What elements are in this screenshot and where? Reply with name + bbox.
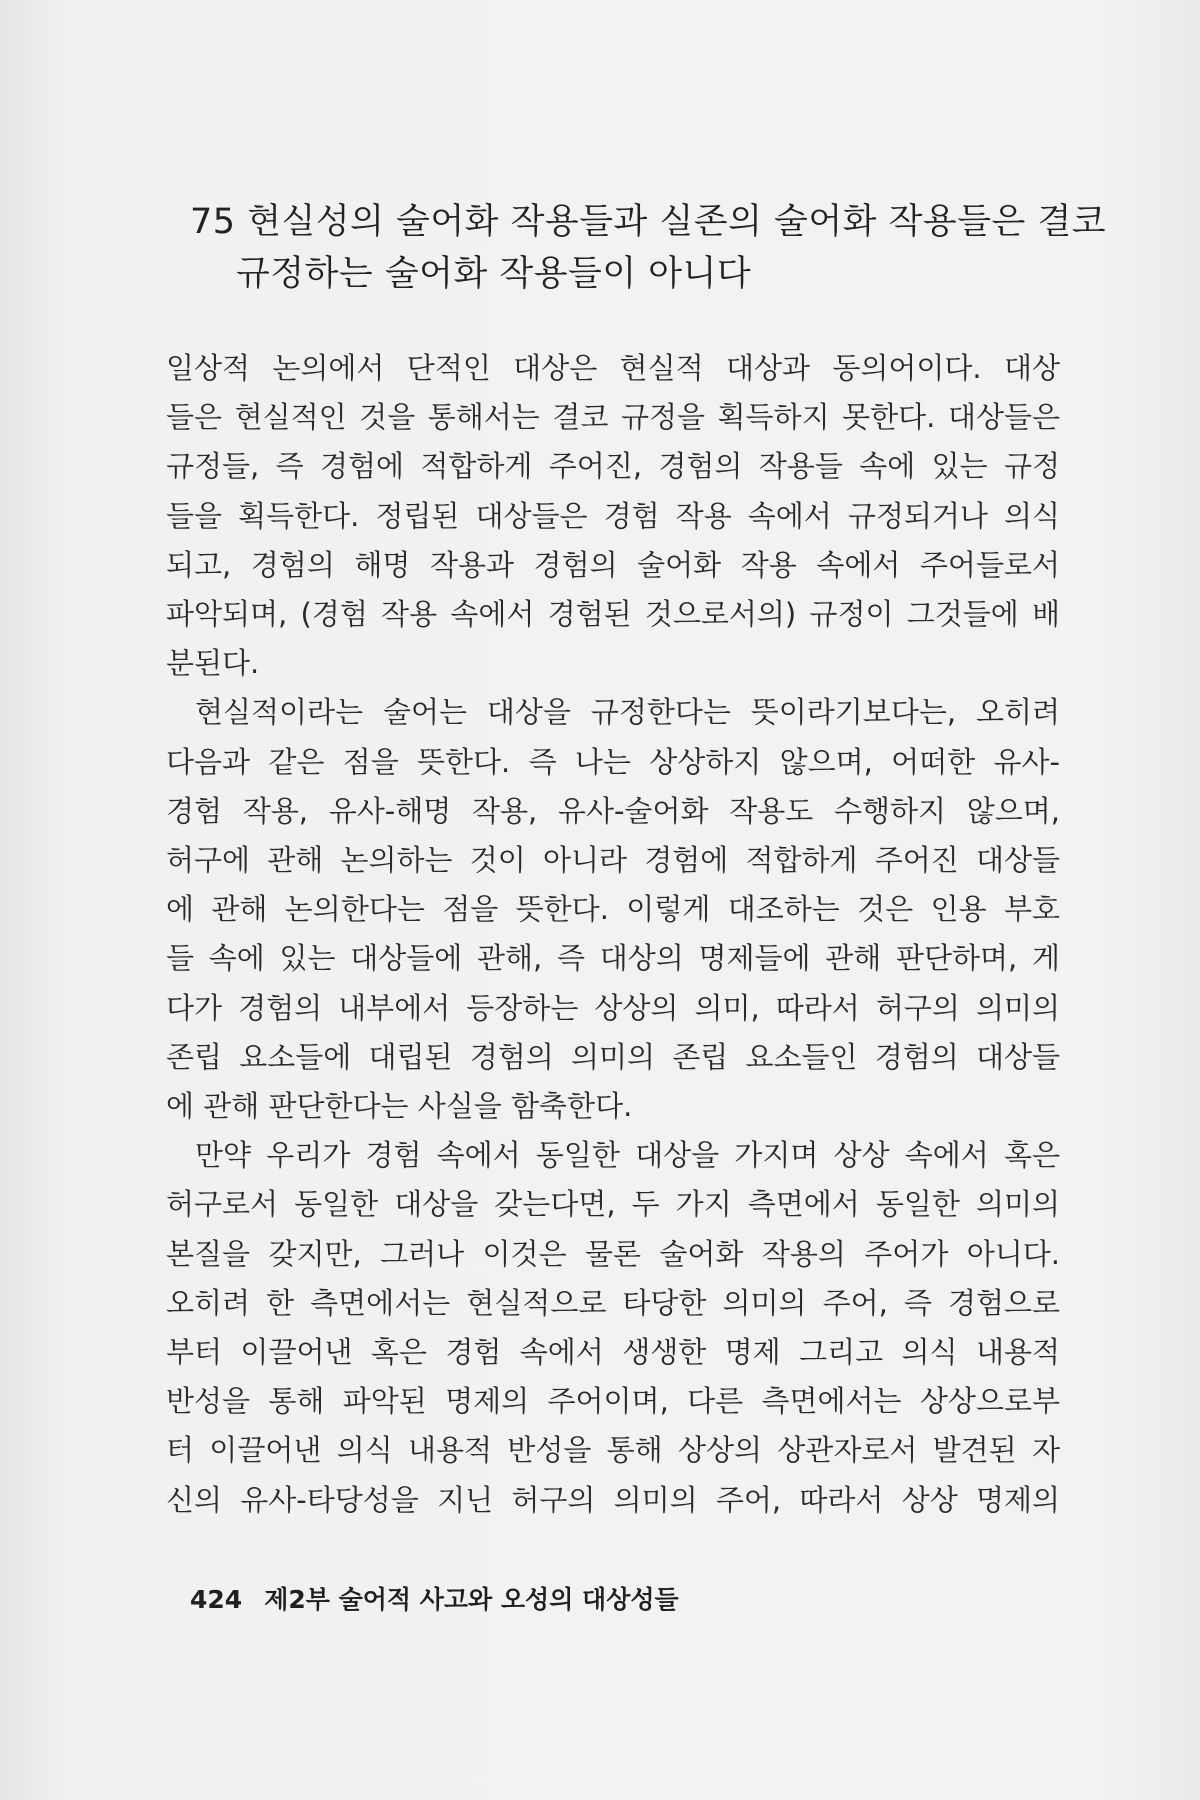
part-title: 제2부 술어적 사고와 오성의 대상성들 — [264, 1585, 679, 1614]
page-number: 424 — [190, 1585, 243, 1614]
section-heading — [190, 196, 1107, 300]
text-line: 만약 우리가 경험 속에서 동일한 대상을 가지며 상상 속에서 혹은 — [195, 1138, 1060, 1173]
text-line: 되고, 경험의 해명 작용과 경험의 술어화 작용 속에서 주어들로서 — [166, 547, 1060, 582]
text-line: 다가 경험의 내부에서 등장하는 상상의 의미, 따라서 허구의 의미의 — [166, 990, 1060, 1025]
text-line: 들을 획득한다. 정립된 대상들은 경험 작용 속에서 규정되거나 의식 — [166, 498, 1060, 533]
text-line: 들은 현실적인 것을 통해서는 결코 규정을 획득하지 못한다. 대상들은 — [166, 400, 1060, 435]
text-line: 파악되며, (경험 작용 속에서 경험된 것으로서의) 규정이 그것들에 배 — [166, 597, 1060, 632]
text-line: 터 이끌어낸 의식 내용적 반성을 통해 상상의 상관자로서 발견된 자 — [166, 1433, 1060, 1468]
section-title-part-1: 현실성의 술어화 작용들과 실존의 술어화 작용들은 결코 — [247, 202, 1107, 242]
text-line: 다음과 같은 점을 뜻한다. 즉 나는 상상하지 않으며, 어떠한 유사- — [166, 744, 1060, 779]
text-line: 분된다. — [166, 646, 260, 681]
text-line: 신의 유사-타당성을 지닌 허구의 의미의 주어, 따라서 상상 명제의 — [166, 1482, 1060, 1517]
text-line: 부터 이끌어낸 혹은 경험 속에서 생생한 명제 그리고 의식 내용적 — [166, 1335, 1060, 1370]
text-line: 허구에 관해 논의하는 것이 아니라 경험에 적합하게 주어진 대상들 — [166, 843, 1060, 878]
text-line: 들 속에 있는 대상들에 관해, 즉 대상의 명제들에 관해 판단하며, 게 — [166, 941, 1060, 976]
text-line: 일상적 논의에서 단적인 대상은 현실적 대상과 동의어이다. 대상 — [166, 351, 1060, 385]
text-line: 반성을 통해 파악된 명제의 주어이며, 다른 측면에서는 상상으로부 — [166, 1384, 1060, 1419]
paragraph-3 — [166, 1131, 1060, 1525]
text-line: 본질을 갖지만, 그러나 이것은 물론 술어화 작용의 주어가 아니다. — [166, 1236, 1060, 1271]
text-line: 규정들, 즉 경험에 적합하게 주어진, 경험의 작용들 속에 있는 규정 — [166, 449, 1060, 484]
text-line: 허구로서 동일한 대상을 갖는다면, 두 가지 측면에서 동일한 의미의 — [166, 1187, 1060, 1222]
text-line: 경험 작용, 유사-해명 작용, 유사-술어화 작용도 수행하지 않으며, — [166, 793, 1060, 828]
section-heading-line-1 — [190, 196, 1107, 248]
text-line: 존립 요소들에 대립된 경험의 의미의 존립 요소들인 경험의 대상들 — [166, 1039, 1060, 1074]
paragraph-2 — [166, 688, 1060, 1131]
body-text — [166, 344, 1060, 1525]
section-number: 75 — [190, 202, 236, 242]
paragraph-1 — [166, 344, 1060, 688]
text-line: 에 관해 판단한다는 사실을 함축한다. — [166, 1089, 633, 1124]
page-footer — [190, 1580, 679, 1616]
text-line: 현실적이라는 술어는 대상을 규정한다는 뜻이라기보다는, 오히려 — [195, 695, 1060, 730]
section-title-part-2: 규정하는 술어화 작용들이 아니다 — [236, 254, 752, 294]
text-line: 오히려 한 측면에서는 현실적으로 타당한 의미의 주어, 즉 경험으로 — [166, 1285, 1060, 1320]
text-line: 에 관해 논의한다는 점을 뜻한다. 이렇게 대조하는 것은 인용 부호 — [166, 892, 1060, 927]
